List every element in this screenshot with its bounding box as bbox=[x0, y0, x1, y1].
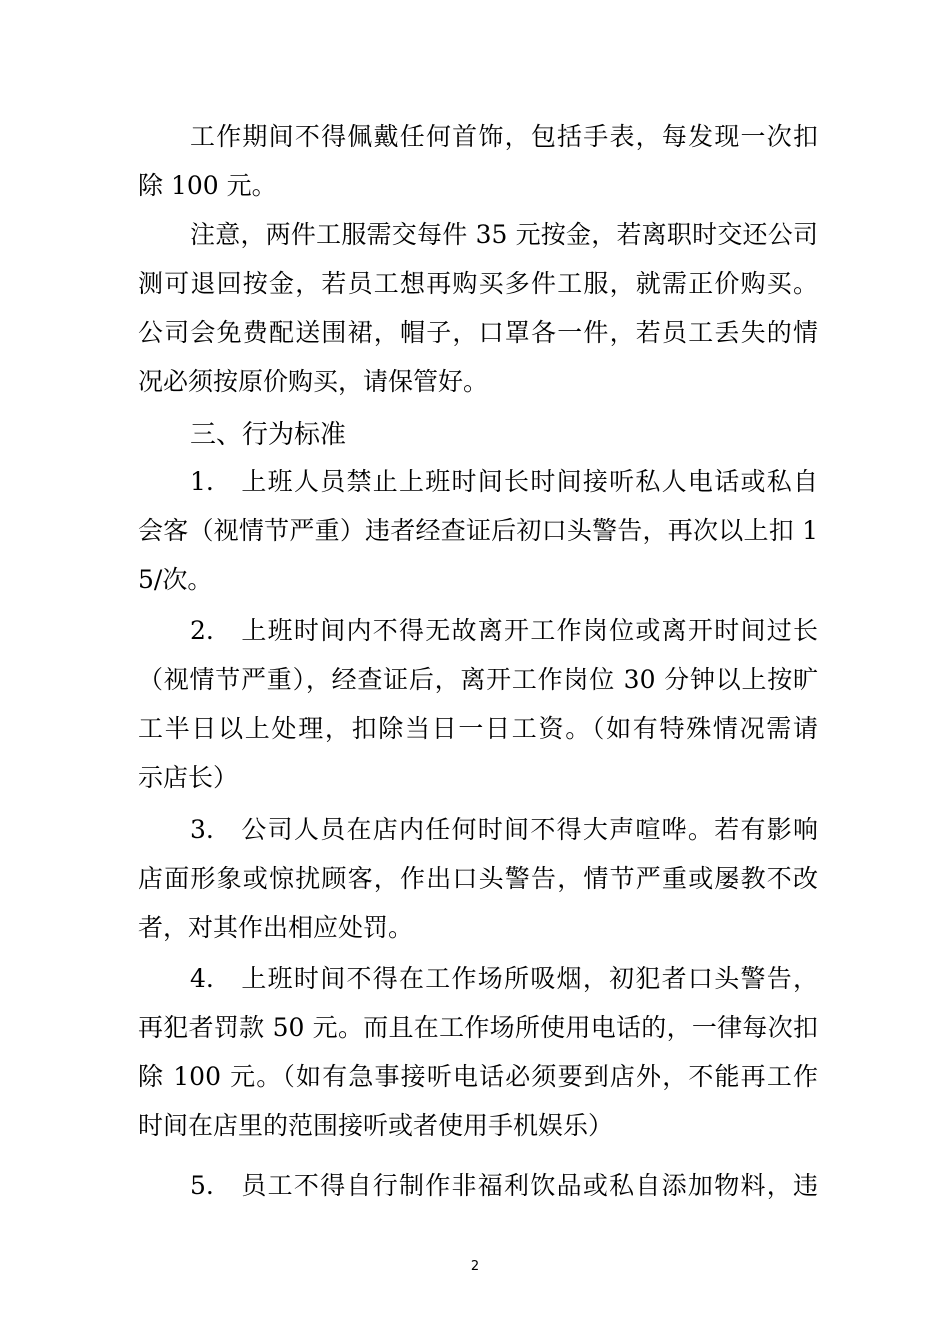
item-4-line-1: 4. 上班时间不得在工作场所吸烟，初犯者口头警告， bbox=[190, 964, 818, 993]
page-number: 2 bbox=[470, 1259, 480, 1274]
body-line-2: 除 100 元。 bbox=[138, 171, 277, 200]
item-2-line-1: 2. 上班时间内不得无故离开工作岗位或离开时间过长 bbox=[190, 616, 818, 645]
item-1-line-2: 会客（视情节严重）违者经查证后初口头警告，再次以上扣 1 bbox=[138, 516, 818, 545]
item-5-line-1: 5. 员工不得自行制作非福利饮品或私自添加物料，违 bbox=[190, 1171, 818, 1200]
item-2-line-3: 工半日以上处理，扣除当日一日工资。（如有特殊情况需请 bbox=[138, 714, 818, 743]
item-3-line-1: 3. 公司人员在店内任何时间不得大声喧哗。若有影响 bbox=[190, 815, 818, 844]
body-line-3: 注意，两件工服需交每件 35 元按金，若离职时交还公司 bbox=[190, 220, 818, 249]
item-4-line-2: 再犯者罚款 50 元。而且在工作场所使用电话的，一律每次扣 bbox=[138, 1013, 818, 1042]
item-2-line-4: 示店长） bbox=[138, 763, 239, 792]
item-1-line-1: 1. 上班人员禁止上班时间长时间接听私人电话或私自 bbox=[190, 467, 818, 496]
item-4-line-3: 除 100 元。（如有急事接听电话必须要到店外，不能再工作 bbox=[138, 1062, 818, 1091]
item-1-line-3: 5/次。 bbox=[138, 565, 213, 594]
item-3-line-2: 店面形象或惊扰顾客，作出口头警告，情节严重或屡教不改 bbox=[138, 864, 818, 893]
item-3-line-3: 者，对其作出相应处罚。 bbox=[138, 913, 414, 942]
body-line-6: 况必须按原价购买，请保管好。 bbox=[138, 367, 489, 396]
body-line-5: 公司会免费配送围裙，帽子，口罩各一件，若员工丢失的情 bbox=[138, 318, 818, 347]
item-2-line-2: （视情节严重），经查证后，离开工作岗位 30 分钟以上按旷 bbox=[138, 665, 818, 694]
body-line-4: 测可退回按金，若员工想再购买多件工服，就需正价购买。 bbox=[138, 269, 818, 298]
section-heading: 三、行为标准 bbox=[190, 420, 347, 450]
body-line-1: 工作期间不得佩戴任何首饰，包括手表，每发现一次扣 bbox=[190, 122, 818, 151]
item-4-line-4: 时间在店里的范围接听或者使用手机娱乐） bbox=[138, 1111, 614, 1140]
